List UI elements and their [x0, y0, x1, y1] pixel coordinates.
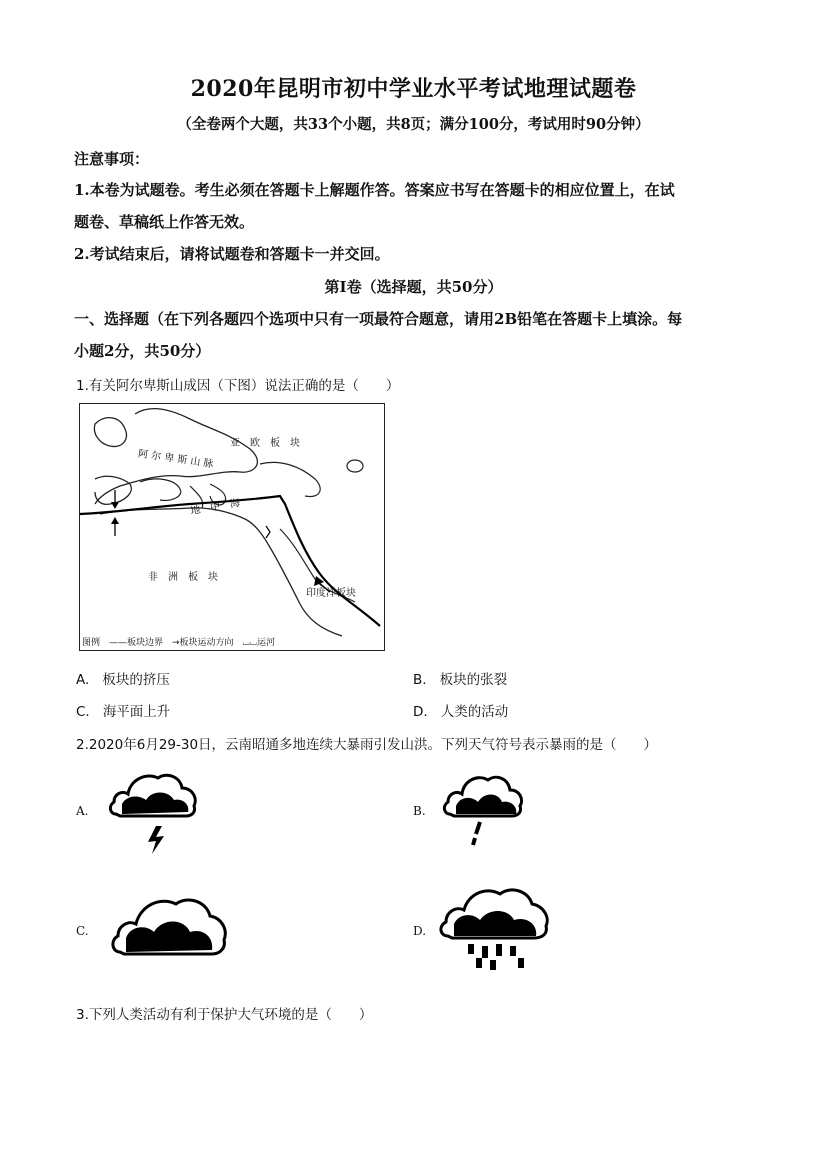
q1-option-a[interactable]	[76, 668, 170, 688]
map-label-mediterranean: 地 中 海	[189, 497, 241, 518]
q1-option-b-text: 板块的张裂	[439, 672, 508, 688]
q1-option-d[interactable]	[413, 700, 508, 720]
map-label-african-plate: 非 洲 板 块	[148, 572, 218, 583]
alps-plate-map	[79, 403, 385, 651]
q1-option-c-text: 海平面上升	[102, 704, 171, 720]
question-1-stem: 1.有关阿尔卑斯山成因（下图）说法正确的是（ ）	[76, 378, 400, 394]
notes-heading: 注意事项：	[74, 150, 150, 168]
rainstorm-icon	[438, 882, 550, 974]
q1-option-c-label: C.	[76, 704, 90, 720]
question-2-stem: 2.2020年6月29-30日，云南昭通多地连续大暴雨引发山洪。下列天气符号表示暴雨的是（ ）	[76, 737, 658, 753]
q1-option-a-text: 板块的挤压	[102, 672, 170, 688]
rain-shower-icon	[442, 770, 524, 848]
q1-option-a-label: A.	[76, 672, 90, 688]
q2-option-d-label[interactable]: D.	[413, 924, 427, 938]
map-legend: 图例 ——板块边界 →板块运动方向 ⌴⌴运河	[82, 638, 275, 648]
map-label-indian-plate: 印度洋板块	[306, 588, 356, 599]
part1-instructions-line-2: 小题2分，共50分）	[74, 342, 211, 360]
q1-option-d-text: 人类的活动	[440, 704, 509, 720]
thunderstorm-icon	[108, 768, 200, 858]
q1-option-b[interactable]	[413, 668, 507, 688]
overcast-cloud-icon	[110, 890, 230, 960]
q2-option-b-label[interactable]: B.	[413, 804, 426, 818]
exam-subtitle: （全卷两个大题，共33个小题，共8页；满分100分，考试用时90分钟）	[177, 116, 650, 133]
q1-option-b-label: B.	[413, 672, 427, 688]
volume-heading: 第Ⅰ卷（选择题，共50分）	[324, 278, 503, 296]
question-3-stem: 3.下列人类活动有利于保护大气环境的是（ ）	[76, 1007, 373, 1023]
q1-option-c[interactable]	[76, 700, 170, 720]
map-label-eurasian-plate: 亚 欧 板 块	[230, 438, 300, 449]
q1-option-d-label: D.	[413, 704, 428, 720]
notes-item-1-line-1: 1.本卷为试题卷。考生必须在答题卡上解题作答。答案应书写在答题卡的相应位置上，在试	[74, 181, 675, 199]
q2-option-a-label[interactable]: A.	[76, 804, 89, 818]
notes-item-2: 2.考试结束后，请将试题卷和答题卡一并交回。	[74, 245, 390, 263]
map-label-alps: 阿 尔 卑 斯 山 脉	[137, 448, 215, 471]
part1-instructions-line-1: 一、选择题（在下列各题四个选项中只有一项最符合题意，请用2B铅笔在答题卡上填涂。每	[74, 310, 683, 328]
exam-title: 2020年昆明市初中学业水平考试地理试题卷	[190, 76, 637, 102]
notes-item-1-line-2: 题卷、草稿纸上作答无效。	[74, 213, 255, 231]
q2-option-c-label[interactable]: C.	[76, 924, 89, 938]
